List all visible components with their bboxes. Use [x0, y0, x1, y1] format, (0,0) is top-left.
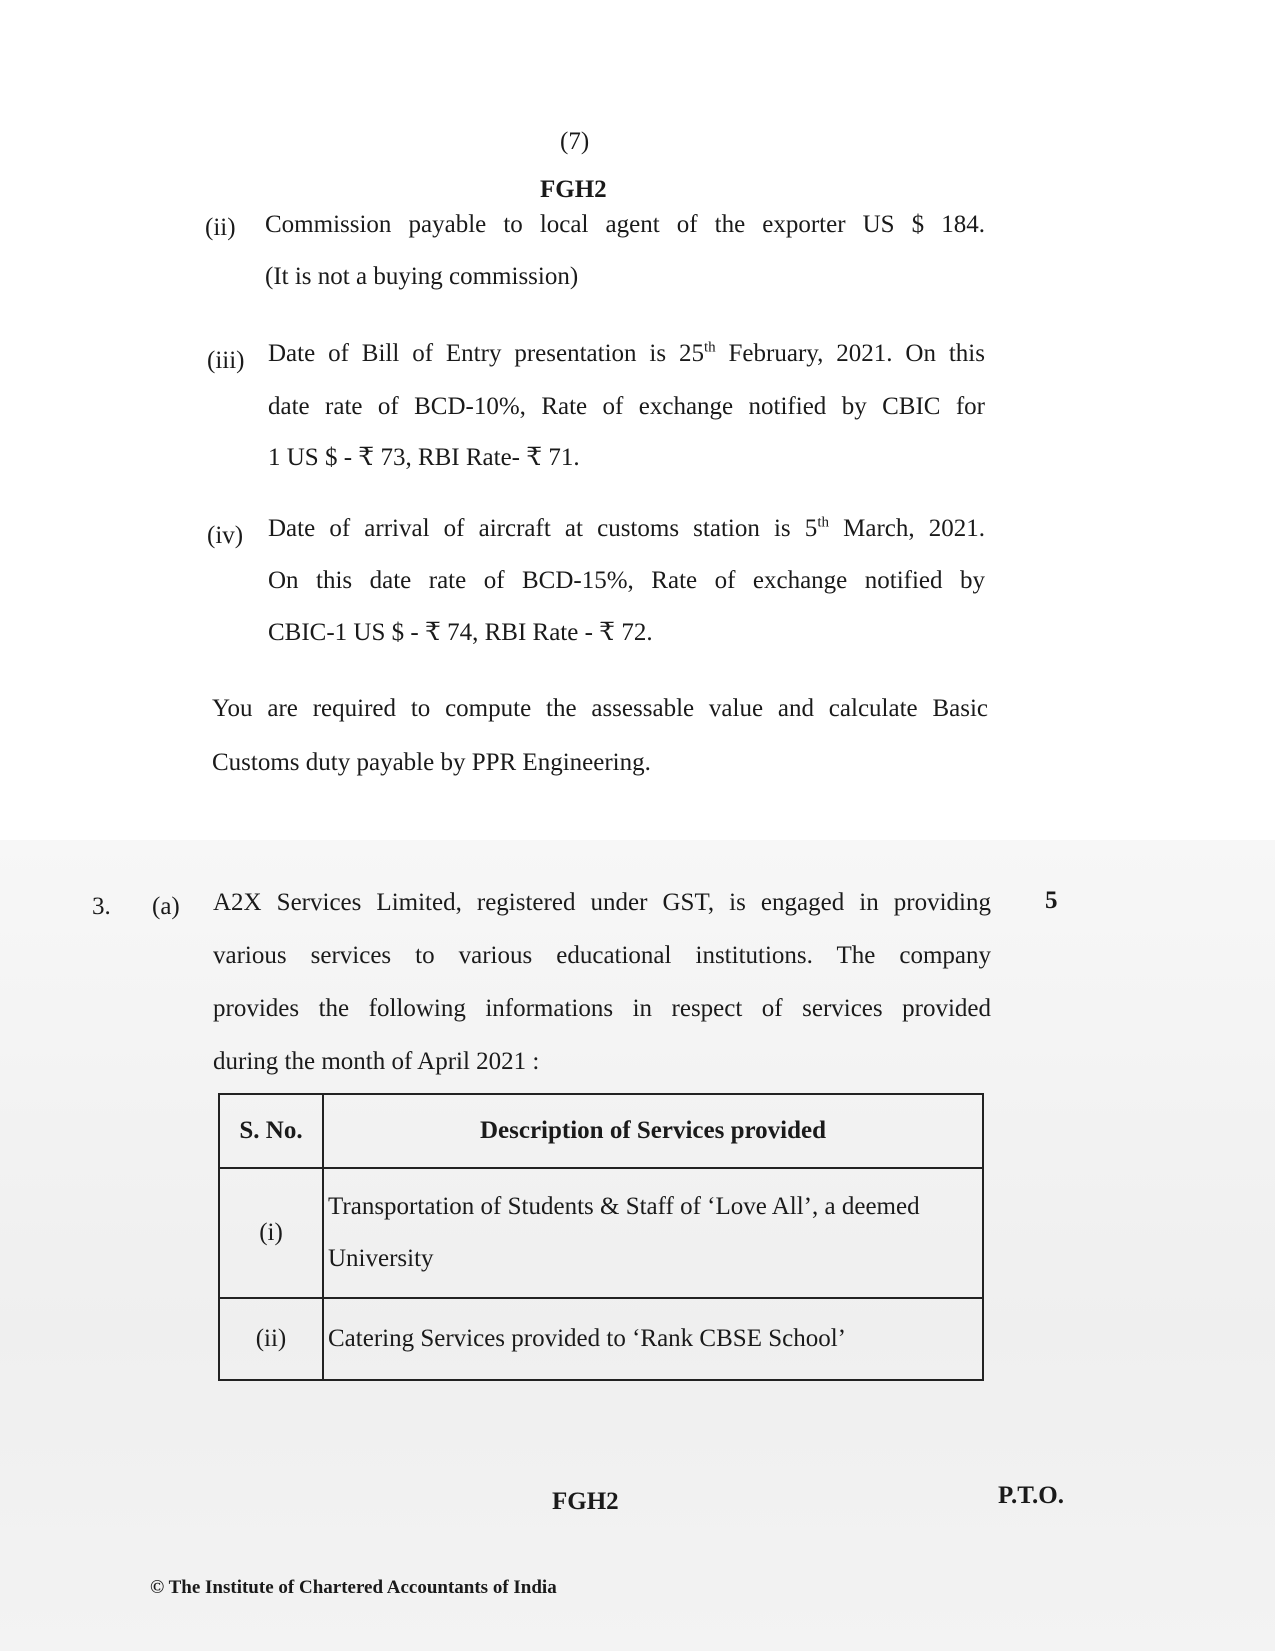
question-line-1: A2X Services Limited, registered under GST, is engaged in providing	[213, 889, 991, 916]
row-description: Catering Services provided to ‘Rank CBSE School’	[323, 1298, 983, 1380]
services-table	[218, 1093, 984, 1381]
item-iii-line-3: 1 US $ - ₹ 73, RBI Rate- ₹ 71.	[268, 444, 580, 471]
instruction-line-2: Customs duty payable by PPR Engineering.	[212, 749, 651, 776]
item-iv-line-1: Date of arrival of aircraft at customs station is 5th March, 2021.	[268, 514, 986, 542]
instruction-line-1: You are required to compute the assessable value and calculate Basic	[212, 695, 988, 722]
row-sno: (i)	[219, 1168, 323, 1298]
question-line-3: provides the following informations in respect of services provided	[213, 995, 991, 1022]
row-description	[323, 1168, 983, 1298]
table-header-row	[219, 1094, 983, 1168]
item-iv-label: (iv)	[207, 522, 244, 549]
paper-code-header: FGH2	[540, 176, 607, 203]
item-iii-label: (iii)	[207, 347, 245, 374]
row-description-line-1: Transportation of Students & Staff of ‘Love All’, a deemed	[328, 1193, 920, 1220]
question-part: (a)	[152, 893, 180, 920]
table-row	[219, 1168, 983, 1298]
question-line-4: during the month of April 2021 :	[213, 1048, 540, 1075]
question-number: 3.	[92, 893, 111, 920]
copyright: © The Institute of Chartered Accountants of India	[150, 1577, 557, 1598]
item-iv-line-2: On this date rate of BCD-15%, Rate of exchange notified by	[268, 567, 985, 594]
item-iii-line-2: date rate of BCD-10%, Rate of exchange notified by CBIC for	[268, 393, 985, 420]
item-ii-label: (ii)	[205, 214, 236, 241]
item-iv-line-3: CBIC-1 US $ - ₹ 74, RBI Rate - ₹ 72.	[268, 619, 653, 646]
header-sno: S. No.	[219, 1094, 323, 1168]
pto-label: P.T.O.	[998, 1482, 1064, 1509]
item-iii-line-1: Date of Bill of Entry presentation is 25th February, 2021. On this	[268, 339, 985, 367]
table-row	[219, 1298, 983, 1380]
row-sno: (ii)	[219, 1298, 323, 1380]
item-ii-line-2: (It is not a buying commission)	[265, 263, 579, 290]
question-marks: 5	[1045, 887, 1058, 914]
item-ii-line-1: Commission payable to local agent of the exporter US $ 184.	[265, 211, 985, 238]
paper-code-footer: FGH2	[552, 1488, 619, 1515]
question-line-2: various services to various educational institutions. The company	[213, 942, 991, 969]
header-description: Description of Services provided	[323, 1094, 983, 1168]
page-number: (7)	[560, 128, 590, 155]
row-description-line-2: University	[328, 1245, 434, 1272]
